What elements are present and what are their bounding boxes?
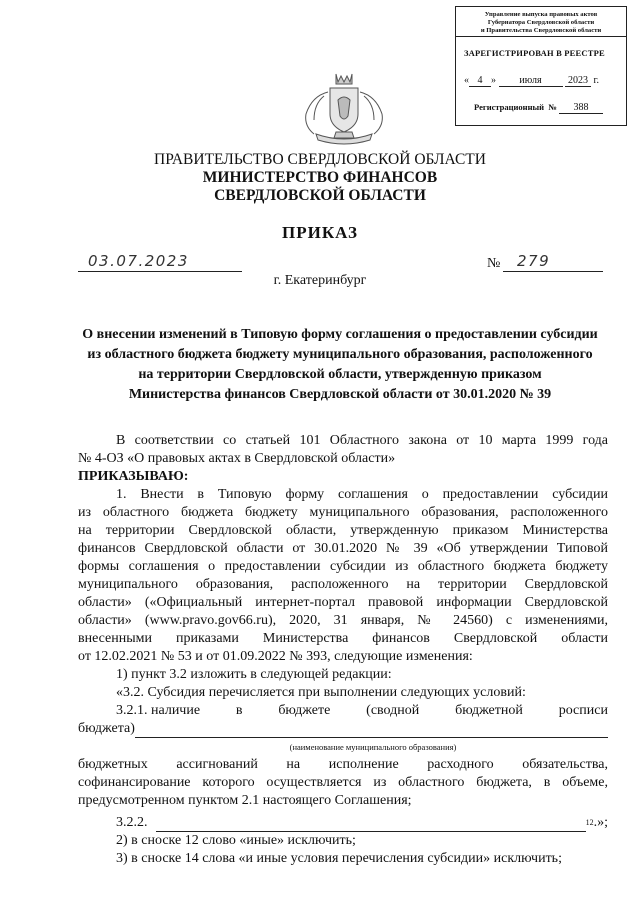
ministry-region: СВЕРДЛОВСКОЙ ОБЛАСТИ — [214, 187, 426, 204]
footnote-ref: 12 — [585, 818, 594, 827]
stamp-year-suffix: г. — [593, 75, 599, 86]
paragraph-line: области» (www.pravo.gov66.ru), 2020, 31 января, № 24560) с изменениями, — [78, 613, 608, 628]
stamp-reg-label: Регистрационный — [474, 102, 545, 112]
stamp-header — [456, 7, 626, 37]
item-1: 1) пункт 3.2 изложить в следующей редакции: — [116, 667, 392, 682]
city: г. Екатеринбург — [273, 273, 367, 288]
word: 3.2.1. наличие — [116, 703, 201, 718]
quote-end: .»; — [593, 815, 608, 830]
paragraph-line: на территории Свердловской области, утвержденную приказом Министерства — [78, 523, 608, 538]
stamp-reg-value: 388 — [559, 102, 603, 114]
subclause-3-2-1 — [78, 702, 608, 720]
word: (сводной — [366, 703, 420, 718]
document-body — [78, 432, 608, 868]
municipality-blank — [135, 723, 608, 738]
stamp-header-line: Управление выпуска правовых актов — [484, 11, 598, 18]
word: бюджетной — [455, 703, 523, 718]
item-2: 2) в сноске 12 слово «иные» исключить; — [116, 833, 356, 848]
word: бюджете — [278, 703, 331, 718]
intro-line: № 4-ОЗ «О правовых актах в Свердловской области» — [78, 451, 396, 466]
subclause-3-2-1-cont — [78, 720, 608, 738]
paragraph-line: формы соглашения о предоставлении субсидии из областного бюджета бюджету — [78, 559, 608, 574]
stamp-no-sign: № — [548, 102, 557, 112]
order-number-field — [503, 252, 603, 272]
paragraph-line: области» («Официальный интернет-портал правовой информации Свердловской — [78, 595, 608, 610]
title-line: О внесении изменений в Типовую форму соглашения о предоставлении субсидии — [82, 327, 598, 342]
order-word: ПРИКАЗЫВАЮ: — [78, 469, 189, 484]
paragraph-line: финансов Свердловской области от 30.01.2020 № 39 «Об утверждении Типовой — [78, 541, 608, 556]
document-type: ПРИКАЗ — [282, 223, 358, 242]
stamp-date: « 4 » июля 2023 г. — [464, 75, 599, 86]
paragraph-line: муниципального образования, расположенного на территории Свердловской — [78, 577, 608, 592]
stamp-registered-label: ЗАРЕГИСТРИРОВАН В РЕЕСТРЕ — [464, 48, 605, 58]
municipality-caption: (наименование муниципального образования) — [289, 742, 457, 752]
word: в — [235, 703, 243, 718]
registration-stamp — [455, 6, 627, 126]
title-line: на территории Свердловской области, утвержденную приказом — [138, 367, 542, 382]
paragraph-line: от 12.02.2021 № 53 и от 01.09.2022 № 393, следующие изменения: — [78, 649, 473, 664]
coat-of-arms-emblem — [294, 70, 394, 146]
cont-line: бюджетных ассигнований на исполнение расходного обязательства, — [78, 757, 608, 772]
subclause-number: 3.2.2. — [116, 815, 148, 830]
item-3: 3) в сноске 14 слова «и иные условия перечисления субсидии» исключить; — [116, 851, 562, 866]
order-date: 03.07.2023 — [88, 252, 189, 270]
stamp-header-line: и Правительства Свердловской области — [480, 27, 602, 34]
stamp-reg-number — [474, 102, 603, 114]
paragraph-line: из областного бюджета бюджету муниципального образования, расположенного — [78, 505, 608, 520]
government-title: ПРАВИТЕЛЬСТВО СВЕРДЛОВСКОЙ ОБЛАСТИ — [154, 151, 486, 168]
order-date-field — [78, 252, 242, 272]
title-line: Министерства финансов Свердловской области от 30.01.2020 № 39 — [128, 387, 552, 402]
stamp-header-line: Губернатора Свердловской области — [487, 19, 595, 26]
order-number: 279 — [517, 252, 551, 270]
paragraph-line: внесенными приказами Министерства финансов Свердловской области — [78, 631, 608, 646]
budget-word: бюджета) — [78, 721, 135, 736]
stamp-month: июля — [499, 75, 563, 87]
ministry-title: МИНИСТЕРСТВО ФИНАНСОВ — [202, 169, 438, 186]
quote-line: «3.2. Субсидия перечисляется при выполнении следующих условий: — [116, 685, 526, 700]
document-title — [70, 325, 610, 405]
title-line: из областного бюджета бюджету муниципального образования, расположенного — [87, 347, 593, 362]
condition-blank — [156, 817, 586, 832]
intro-line: В соответствии со статьей 101 Областного закона от 10 марта 1999 года — [116, 433, 608, 448]
paragraph-line: 1. Внести в Типовую форму соглашения о предоставлении субсидии — [116, 487, 608, 502]
cont-line: предусмотренном пунктом 2.1 настоящего Соглашения; — [78, 793, 412, 808]
stamp-year: 2023 — [565, 75, 591, 87]
stamp-day: 4 — [469, 75, 491, 87]
cont-line: софинансирование которого осуществляется из областного бюджета, в объеме, — [78, 775, 608, 790]
subclause-3-2-2 — [78, 814, 608, 832]
order-number-sign: № — [487, 256, 501, 271]
word: росписи — [558, 703, 608, 718]
